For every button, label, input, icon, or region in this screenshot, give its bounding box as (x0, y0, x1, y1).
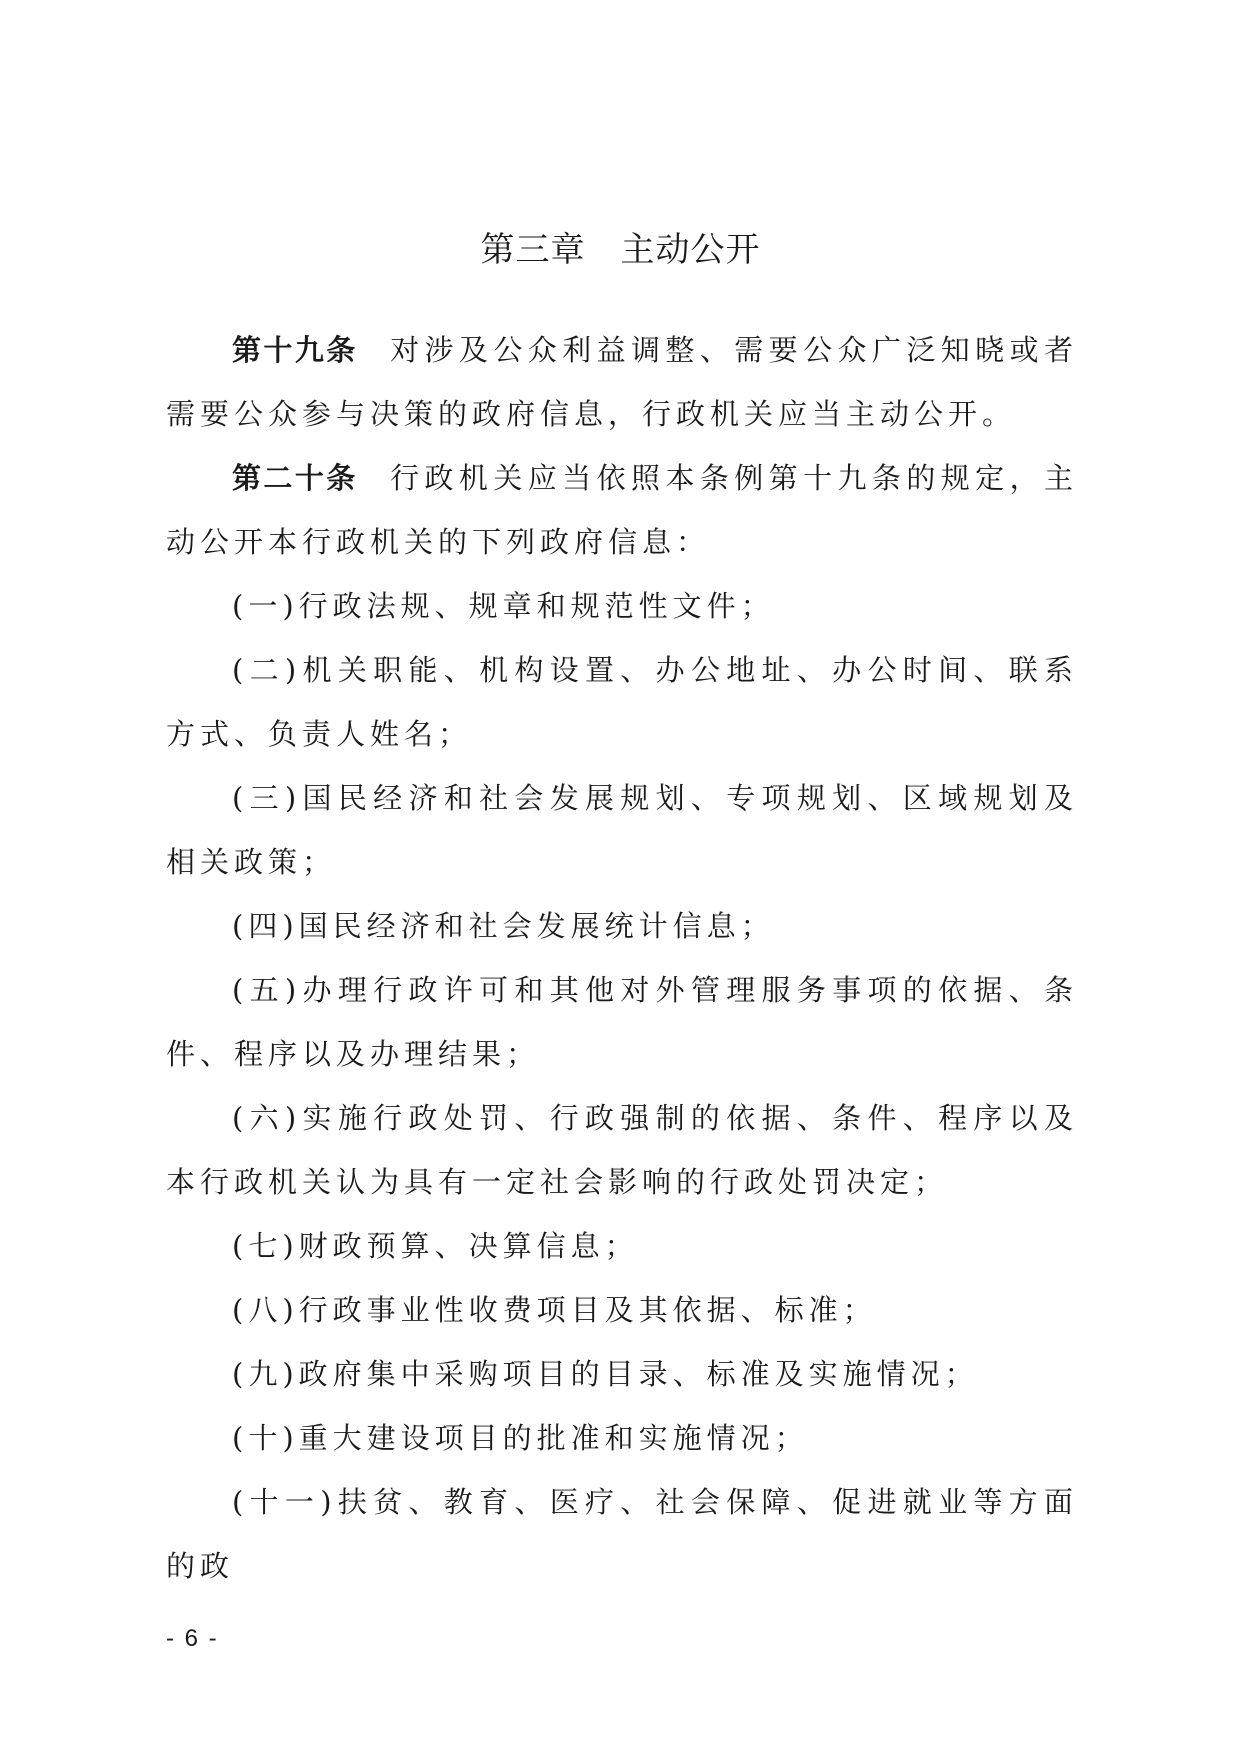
list-item-5: (五)办理行政许可和其他对外管理服务事项的依据、条件、程序以及办理结果； (166, 973, 1078, 1071)
article-19 (166, 318, 1078, 446)
article-text: 行政机关应当依照本条例第十九条的规定，主动公开本行政机关的下列政府信息： (166, 461, 1078, 559)
page-number: - 6 - (166, 1625, 219, 1652)
list-item-11: (十一)扶贫、教育、医疗、社会保障、促进就业等方面的政 (166, 1485, 1078, 1583)
list-item-3: (三)国民经济和社会发展规划、专项规划、区域规划及相关政策； (166, 781, 1078, 879)
article-number: 第十九条 (232, 333, 358, 367)
list-item-10: (十)重大建设项目的批准和实施情况； (232, 1421, 809, 1455)
list-item-8: (八)行政事业性收费项目及其依据、标准； (232, 1293, 877, 1327)
list-item-1: (一)行政法规、规章和规范性文件； (232, 589, 775, 623)
article-text: 对涉及公众利益调整、需要公众广泛知晓或者需要公众参与决策的政府信息，行政机关应当主动公开。 (166, 333, 1078, 431)
list-item-9: (九)政府集中采购项目的目录、标准及实施情况； (232, 1357, 979, 1391)
chapter-title: 第三章 主动公开 (480, 230, 761, 270)
list-item-2: (二)机关职能、机构设置、办公地址、办公时间、联系方式、负责人姓名； (166, 653, 1078, 751)
body-text (166, 318, 1078, 1598)
list-item-7: (七)财政预算、决算信息； (232, 1229, 639, 1263)
article-number: 第二十条 (232, 461, 358, 495)
list-item-6: (六)实施行政处罚、行政强制的依据、条件、程序以及本行政机关认为具有一定社会影响的行政处罚决定； (166, 1101, 1078, 1199)
list-item-4: (四)国民经济和社会发展统计信息； (232, 909, 775, 943)
article-20 (166, 446, 1078, 574)
